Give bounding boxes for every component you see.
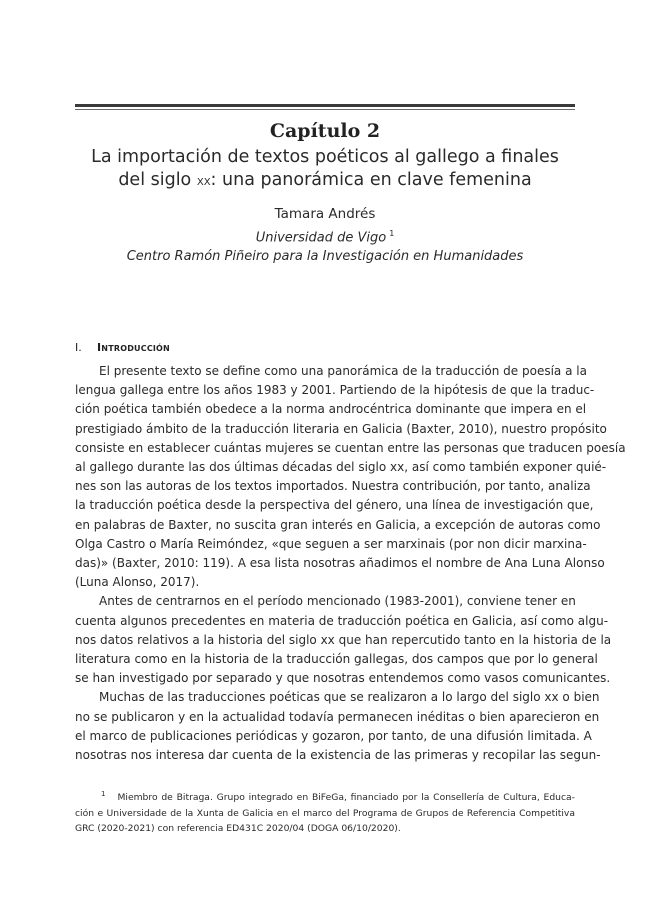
body-line: nosotras nos interesa dar cuenta de la existencia de las primeras y recopilar las segun- [75, 748, 601, 763]
footnote-number: 1 [101, 790, 106, 798]
author-name: Tamara Andrés [274, 206, 376, 222]
body-line: nos datos relativos a la historia del siglo xx que han repercutido tanto en la historia de la [75, 632, 612, 647]
header-rule-thick [75, 104, 575, 107]
header-rule-thin [75, 109, 575, 110]
chapter-title-line-1: La importación de textos poéticos al gallego a finales [91, 147, 559, 167]
body-line: prestigiado ámbito de la traducción literaria en Galicia (Baxter, 2010), nuestro propósito [75, 421, 607, 436]
body-line: ción poética también obedece a la norma androcéntrica dominante que impera en el [75, 402, 587, 417]
body-line: Muchas de las traducciones poéticas que se realizaron a lo largo del siglo xx o bien [99, 690, 600, 705]
chapter-number: Capítulo 2 [269, 120, 381, 142]
chapter-title-line-2 [75, 169, 575, 193]
affiliation-university-name: Universidad de Vigo [255, 230, 387, 246]
body-line: lengua gallega entre los años 1983 y 2001. Partiendo de la hipótesis de que la traduc- [75, 383, 595, 398]
affiliation-university [75, 224, 575, 247]
body-line: (Luna Alonso, 2017). [75, 575, 200, 590]
body-line: en palabras de Baxter, no suscita gran interés en Galicia, a excepción de autoras como [75, 517, 601, 532]
affiliation-centre: Centro Ramón Piñeiro para la Investigación en Humanidades [126, 249, 524, 265]
chapter-title-part-b: : una panorámica en clave femenina [210, 170, 532, 190]
footnote-line: GRC (2020-2021) con referencia ED431C 2020/04 (DOGA 06/10/2020). [75, 823, 401, 835]
body-text [75, 362, 626, 765]
chapter-title [75, 146, 575, 193]
body-line: Olga Castro o María Reimóndez, «que seguen a ser marxinais (por non dicir marxina- [75, 536, 587, 551]
footnote-line: ción e Universidade de la Xunta de Galicia en el marco del Programa de Grupos de Referencia Competitiva [75, 807, 575, 819]
author-block [75, 205, 575, 266]
body-line: la traducción poética desde la perspectiva del género, una línea de investigación que, [75, 498, 594, 513]
footnote-line [75, 787, 575, 806]
section-heading [75, 341, 575, 354]
body-line: nes son las autoras de los textos importados. Nuestra contribución, por tanto, analiza [75, 479, 591, 494]
body-line: el marco de publicaciones periódicas y gozaron, por tanto, de una difusión limitada. A [75, 728, 592, 743]
chapter-header [75, 118, 575, 193]
section-title: Introducción [97, 341, 170, 354]
body-line: no se publicaron y en la actualidad todavía permanecen inéditas o bien aparecieron en [75, 709, 600, 724]
chapter-title-century: xx [196, 173, 211, 189]
footnote-reference-marker: 1 [389, 229, 395, 238]
body-line: Antes de centrarnos en el período mencionado (1983-2001), conviene tener en [99, 594, 576, 609]
chapter-title-part-a: del siglo [118, 170, 197, 190]
footnote [75, 787, 575, 837]
section-number: I. [75, 341, 82, 354]
body-line: al gallego durante las dos últimas décadas del siglo xx, así como también exponer quié- [75, 460, 607, 475]
body-line: das)» (Baxter, 2010: 119). A esa lista nosotras añadimos el nombre de Ana Luna Alonso [75, 556, 605, 571]
body-line: cuenta algunos precedentes en materia de traducción poética en Galicia, así como algu- [75, 613, 609, 628]
body-line: literatura como en la historia de la traducción gallegas, dos campos que por lo general [75, 652, 598, 667]
body-line: se han investigado por separado y que nosotras entendemos como vasos comunicantes. [75, 671, 611, 686]
body-line: El presente texto se define como una panorámica de la traducción de poesía a la [99, 364, 587, 378]
body-line: consiste en establecer cuántas mujeres se cuentan entre las personas que traducen poesía [75, 440, 626, 455]
footnote-line-1-text: Miembro de Bitraga. Grupo integrado en BiFeGa, financiado por la Consellería de Cultura, Educa- [117, 792, 575, 804]
